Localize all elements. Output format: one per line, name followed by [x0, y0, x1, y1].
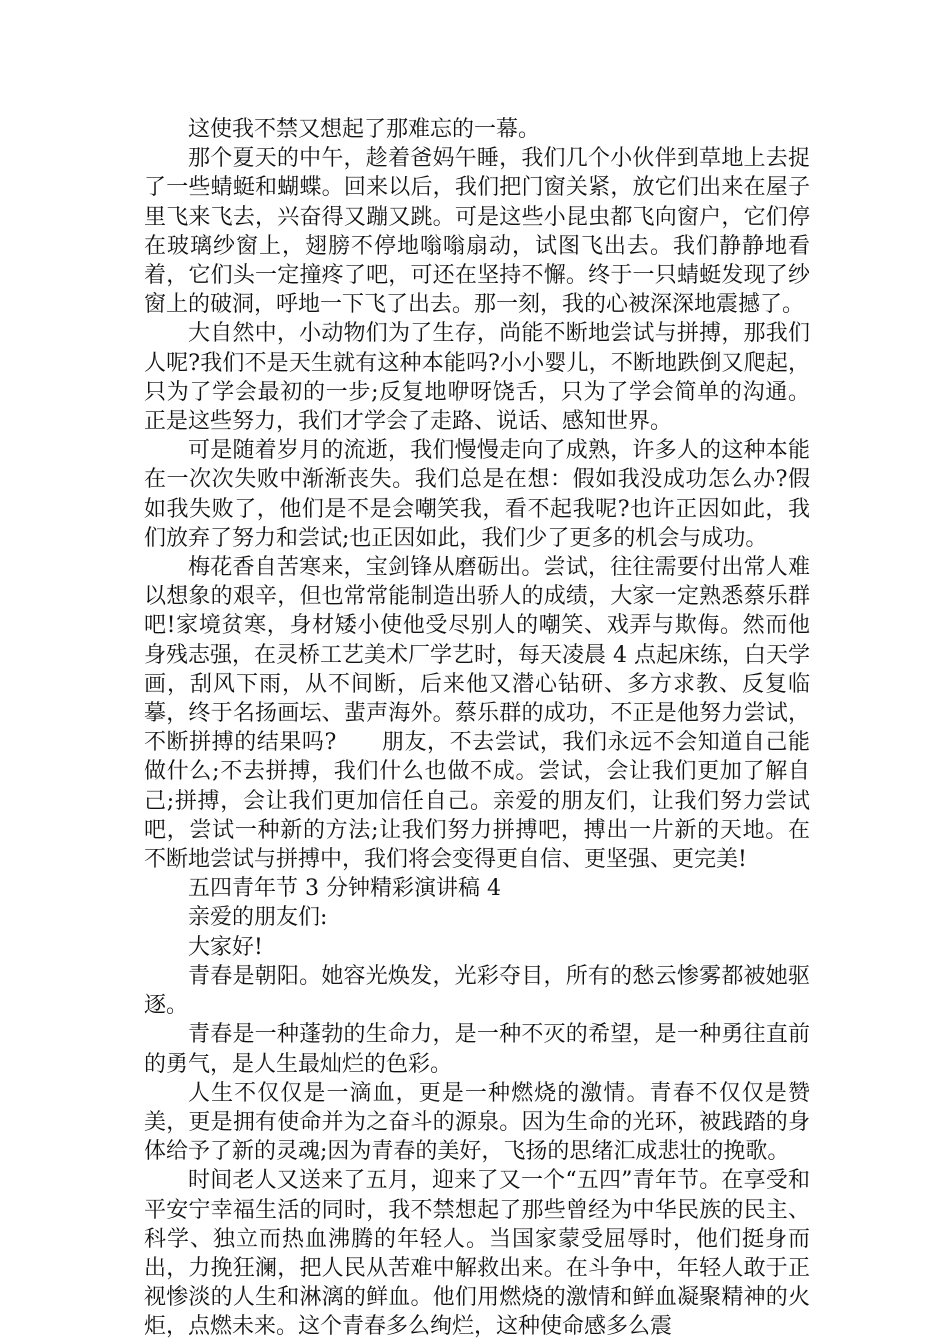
paragraph: 人生不仅仅是一滴血，更是一种燃烧的激情。青春不仅仅是赞美，更是拥有使命并为之奋斗的源泉。因为生命的光环，被践踏的身体给予了新的灵魂;因为青春的美好，飞扬的思绪汇成悲壮的挽歌。	[144, 1080, 810, 1165]
paragraph: 那个夏天的中午，趁着爸妈午睡，我们几个小伙伴到草地上去捉了一些蜻蜓和蝴蝶。回来以后，我们把门窗关紧，放它们出来在屋子里飞来飞去，兴奋得又蹦又跳。可是这些小昆虫都飞向窗户，它们停在玻璃纱窗上，翅膀不停地嗡嗡扇动，试图飞出去。我们静静地看着，它们头一定撞疼了吧，可还在坚持不懈。终于一只蜻蜓发现了纱窗上的破洞，呼地一下飞了出去。那一刻，我的心被深深地震撼了。	[144, 146, 810, 318]
paragraph: 这使我不禁又想起了那难忘的一幕。	[188, 117, 541, 142]
paragraph: 青春是一种蓬勃的生命力，是一种不灭的希望，是一种勇往直前的勇气，是人生最灿烂的色彩。	[144, 1022, 810, 1077]
document-page	[144, 115, 810, 1342]
paragraph: 梅花香自苦寒来，宝剑锋从磨砺出。尝试，往往需要付出常人难以想象的艰辛，但也常常能制造出骄人的成绩，大家一定熟悉蔡乐群吧!家境贫寒，身材矮小使他受尽别人的嘲笑、戏弄与欺侮。然而他身残志强，在灵桥工艺美术厂学艺时，每天凌晨 4 点起床练，白天学画，刮风下雨，从不间断，后来他又潜心钻研、多方求教、反复临摹，终于名扬画坛、蜚声海外。蔡乐群的成功，不正是他努力尝试，不断拼搏的结果吗? 朋友，不去尝试，我们永远不会知道自己能做什么;不去拼搏，我们什么也做不成。尝试，会让我们更加了解自己;拼搏，会让我们更加信任自己。亲爱的朋友们，让我们努力尝试吧，尝试一种新的方法;让我们努力拼搏吧，搏出一片新的天地。在不断地尝试与拼搏中，我们将会变得更自信、更坚强、更完美!	[144, 555, 810, 873]
paragraph: 大自然中，小动物们为了生存，尚能不断地尝试与拼搏，那我们人呢?我们不是天生就有这种本能吗?小小婴儿，不断地跌倒又爬起，只为了学会最初的一步;反复地咿呀饶舌，只为了学会简单的沟通。正是这些努力，我们才学会了走路、说话、感知世界。	[144, 321, 810, 435]
paragraph: 时间老人又送来了五月，迎来了又一个“五四”青年节。在享受和平安宁幸福生活的同时，我不禁想起了那些曾经为中华民族的民主、科学、独立而热血沸腾的年轻人。当国家蒙受屈辱时，他们挺身而出，力挽狂澜，把人民从苦难中解救出来。在斗争中，年轻人敢于正视惨淡的人生和淋漓的鲜血。他们用燃烧的激情和鲜血凝聚精神的火炬，点燃未来。这个青春多么绚烂，这种使命感多么震	[144, 1168, 810, 1340]
greeting: 大家好!	[188, 934, 263, 960]
paragraph: 青春是朝阳。她容光焕发，光彩夺目，所有的愁云惨雾都被她驱逐。	[144, 963, 810, 1019]
section-heading: 五四青年节 3 分钟精彩演讲稿 4	[188, 876, 501, 902]
salutation: 亲爱的朋友们:	[188, 905, 328, 931]
paragraph: 可是随着岁月的流逝，我们慢慢走向了成熟，许多人的这种本能在一次次失败中渐渐丧失。我们总是在想：假如我没成功怎么办?假如我失败了，他们是不是会嘲笑我，看不起我呢?也许正因如此，我们放弃了努力和尝试;也正因如此，我们少了更多的机会与成功。	[144, 438, 810, 551]
